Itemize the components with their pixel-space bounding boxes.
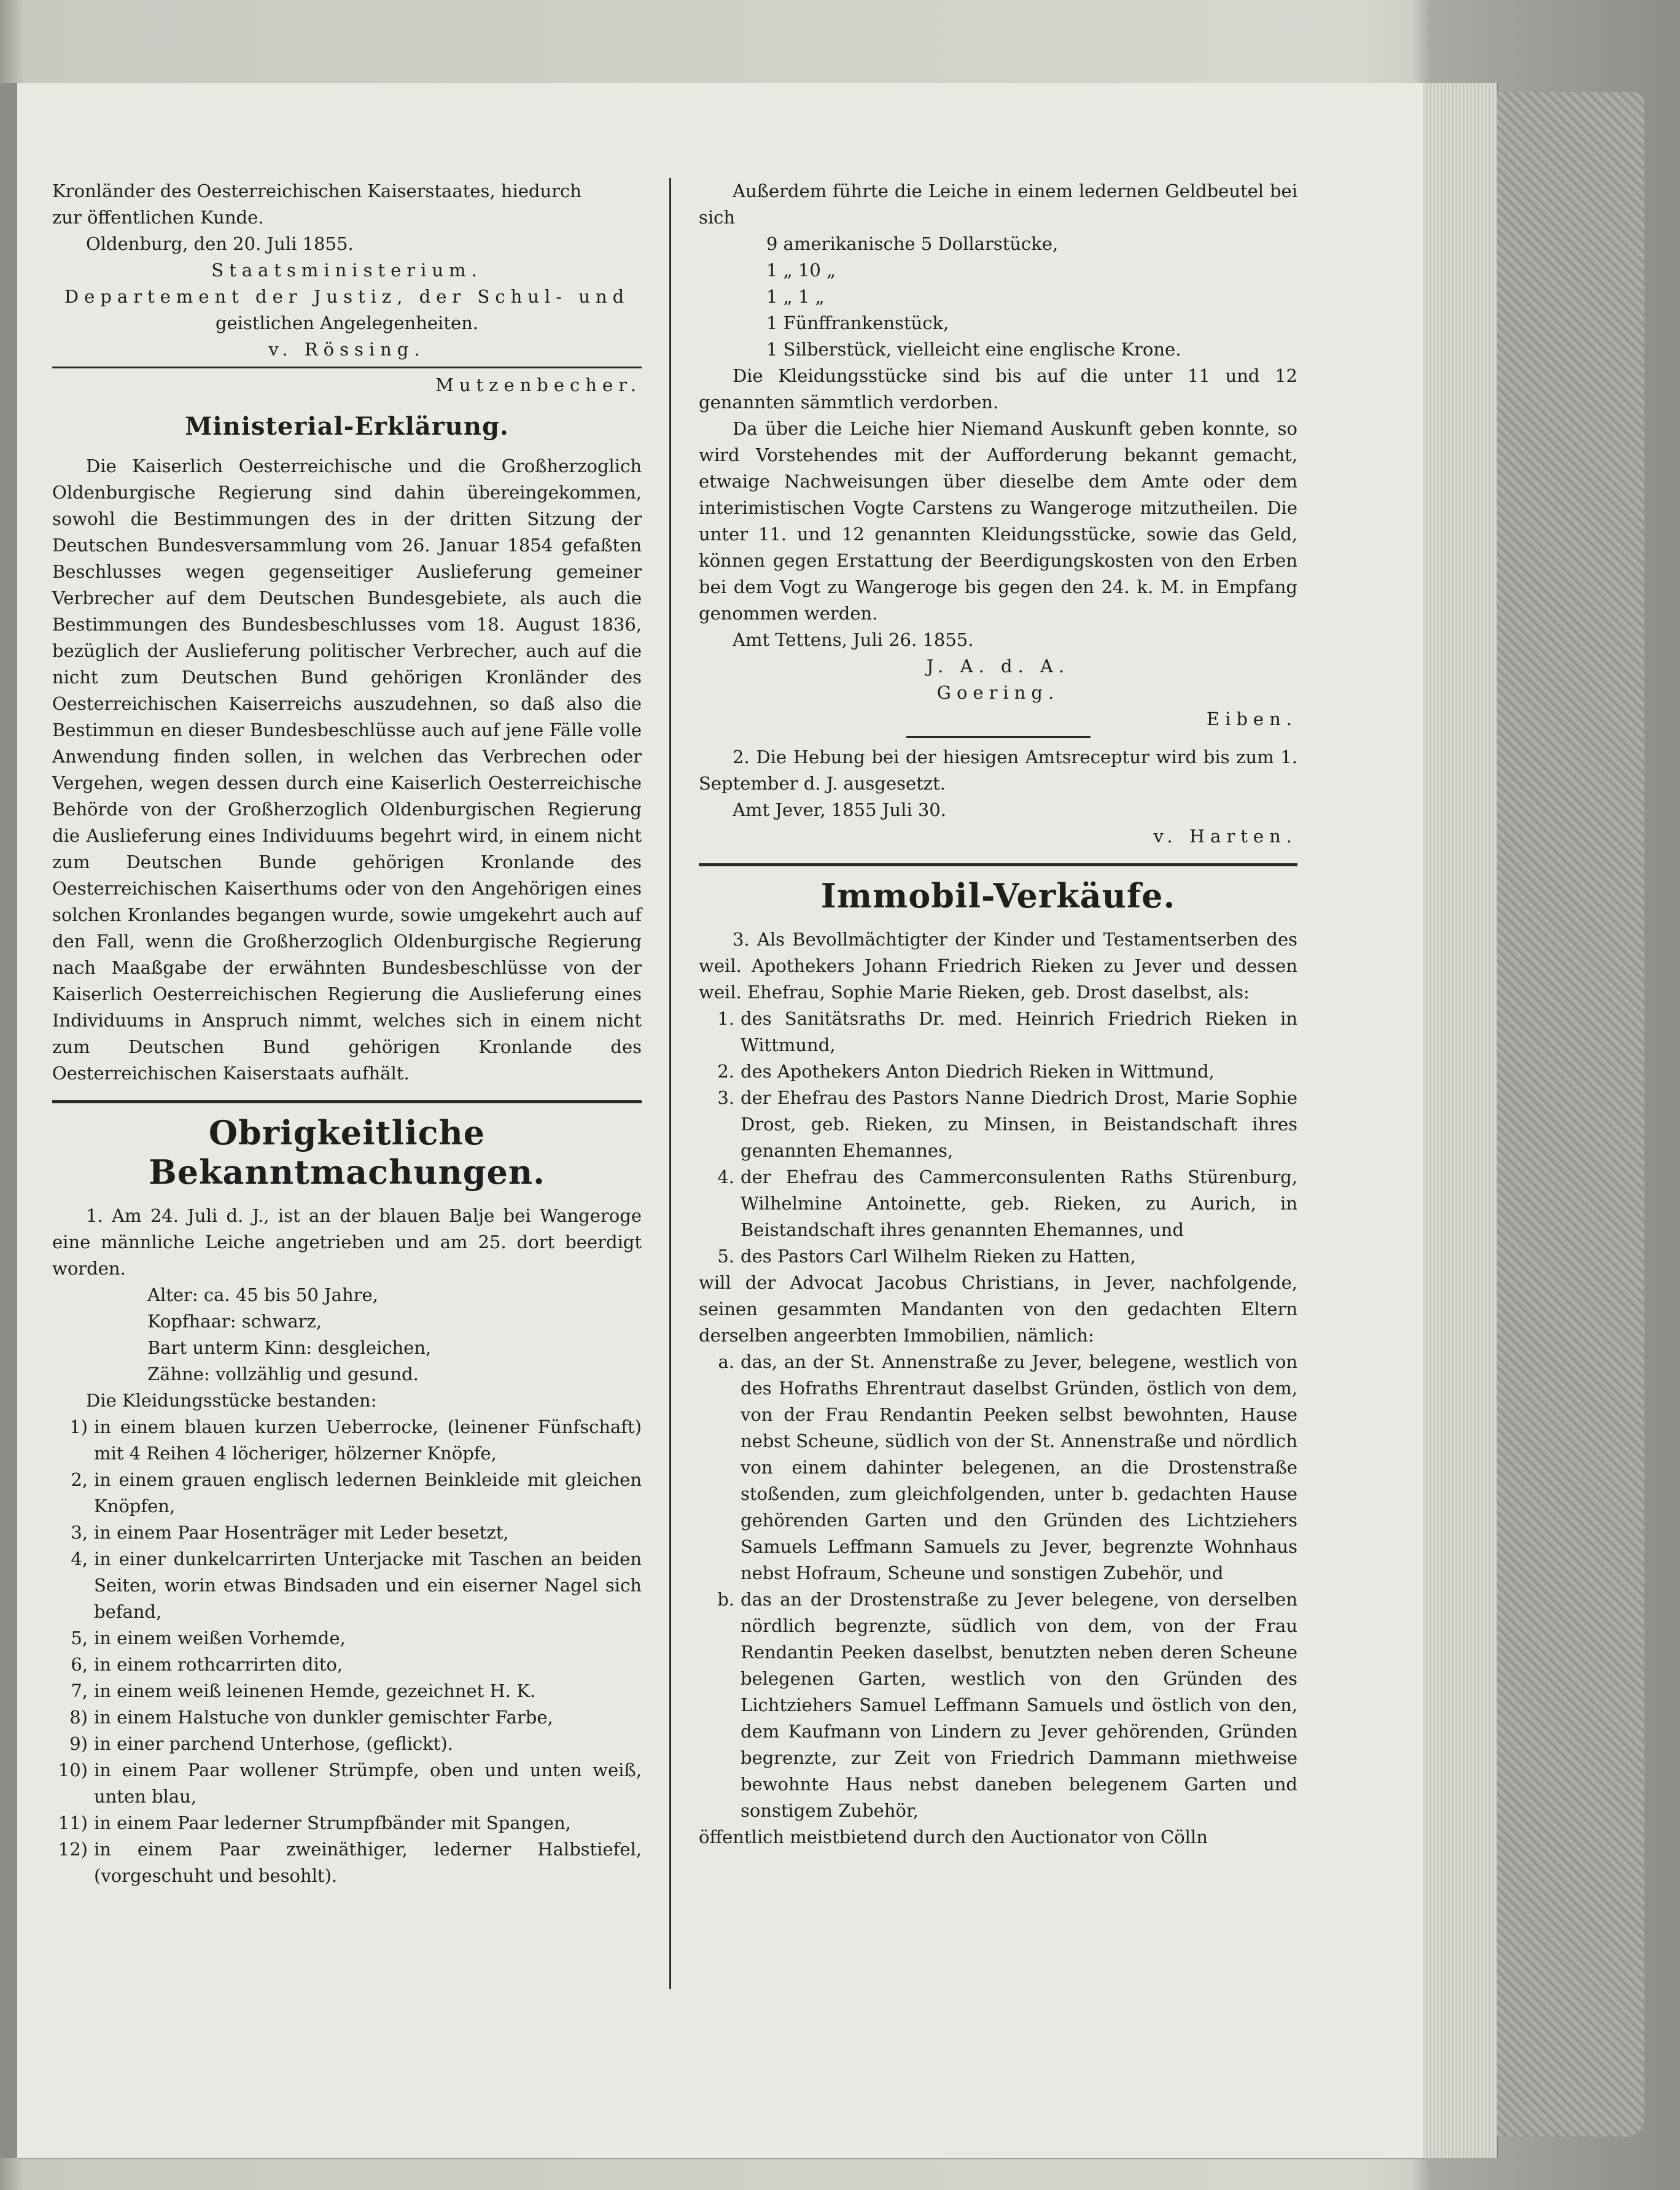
list-text: in einem Paar Hosenträger mit Leder besetzt,	[94, 1522, 509, 1543]
list-item	[699, 1586, 1297, 1824]
list-text: in einem Paar wollener Strümpfe, oben und unten weiß, unten blau,	[94, 1760, 642, 1807]
closing-line: öffentlich meistbietend durch den Auctionator von Cölln	[699, 1827, 1208, 1847]
book-cover-edge	[1497, 92, 1644, 2137]
section-heading: Immobil-Verkäufe.	[820, 876, 1176, 915]
list-item	[52, 1414, 642, 1467]
list-number: a.	[718, 1351, 734, 1372]
property-list	[699, 1349, 1297, 1824]
list-text: in einer parchend Unterhose, (geflickt).	[94, 1733, 453, 1754]
list-item	[52, 1704, 642, 1731]
list-number: 1)	[69, 1416, 88, 1437]
left-column	[52, 178, 642, 1889]
list-item	[699, 1058, 1297, 1085]
notice-text: 3. Als Bevollmächtigter der Kinder und Testamentserben des weil. Apothekers Johann Friedrich Rieken zu Jever und dessen weil. Ehefrau, Sophie Marie Rieken, geb. Drost daselbst, als:	[699, 929, 1297, 1003]
signer: Eiben.	[1206, 709, 1297, 729]
dateline: Oldenburg, den 20. Juli 1855.	[86, 233, 354, 254]
list-text: des Apothekers Anton Diedrich Rieken in Wittmund,	[741, 1061, 1215, 1082]
notice-text: Außerdem führte die Leiche in einem ledernen Geldbeutel bei sich	[699, 181, 1297, 228]
clothes-list	[52, 1414, 642, 1889]
list-number: 8)	[69, 1707, 88, 1728]
right-column	[699, 178, 1297, 1850]
list-item	[52, 1625, 642, 1652]
department-line: Departement der Justiz, der Schul- und	[64, 286, 630, 307]
list-number: 2,	[71, 1469, 88, 1490]
heirs-list	[699, 1006, 1297, 1270]
list-number: 11)	[58, 1812, 88, 1833]
list-number: 6,	[71, 1654, 88, 1675]
list-item	[699, 1164, 1297, 1243]
list-text: in einem Paar lederner Strumpfbänder mit Spangen,	[94, 1812, 571, 1833]
signature-rule	[52, 367, 642, 368]
list-number: 3.	[717, 1087, 734, 1108]
description-line: Zähne: vollzählig und gesund.	[147, 1364, 419, 1384]
list-item	[52, 1520, 642, 1546]
section-rule	[52, 1100, 642, 1103]
signer: v. Harten.	[1153, 826, 1297, 847]
list-text: der Ehefrau des Pastors Nanne Diedrich Drost, Marie Sophie Drost, geb. Rieken, zu Minsen, in Beistandschaft ihres genannten Ehemannes,	[741, 1087, 1297, 1161]
signer: v. Rössing.	[268, 339, 426, 360]
list-text: in einem Paar zweinäthiger, lederner Halbstiefel, (vorgeschuht und besohlt).	[94, 1839, 642, 1886]
section-heading: Obrigkeitliche Bekanntmachungen.	[149, 1113, 545, 1192]
list-text: in einem Halstuche von dunkler gemischter Farbe,	[94, 1707, 553, 1728]
list-item	[699, 1243, 1297, 1270]
notice-rule	[906, 736, 1091, 738]
list-number: 1.	[717, 1008, 734, 1029]
list-number: 10)	[58, 1760, 88, 1780]
notice-text: 2. Die Hebung bei der hiesigen Amtsreceptur wird bis zum 1. September d. J. ausgesetzt.	[699, 747, 1297, 794]
description-line: Kopfhaar: schwarz,	[147, 1311, 322, 1332]
notice-text: 1. Am 24. Juli d. J., ist an der blauen Balje bei Wangeroge eine männliche Leiche angetrieben und am 25. dort beerdigt worden.	[52, 1205, 642, 1279]
list-text: das, an der St. Annenstraße zu Jever, belegene, westlich von des Hofraths Ehrentraut daselbst Gründen, östlich von dem, von der Frau Rendantin Peeken selbst bewohnten, Hause nebst Scheune, südlich von der St. Annenstraße und nördlich von einem dahinter belegenen, an die Drostenstraße stoßenden, zum gleichfolgenden, unter b. gedachten Hause gehörenden Garten und den Gründen des Lichtziehers Samuels Leffmann Samuels zu Jever, begrenzte Wohnhaus nebst Hofraum, Scheune und sonstigen Zubehör, und	[741, 1351, 1297, 1583]
list-text: in einer dunkelcarrirten Unterjacke mit Taschen an beiden Seiten, worin etwas Bindsaden und ein eiserner Nagel sich befand,	[94, 1548, 642, 1622]
page-stack-edges	[1423, 83, 1498, 2158]
list-item	[52, 1836, 642, 1889]
list-number: 3,	[71, 1522, 88, 1543]
list-item	[699, 1085, 1297, 1164]
signer: Mutzenbecher.	[435, 375, 642, 395]
list-number: 5.	[717, 1246, 734, 1267]
previous-page-edge	[0, 83, 17, 2158]
list-number: 5,	[71, 1628, 88, 1648]
body-description	[147, 1282, 642, 1388]
list-item	[52, 1678, 642, 1704]
list-number: 4,	[71, 1548, 88, 1569]
declaration-text: Die Kaiserlich Oesterreichische und die Großherzoglich Oldenburgische Regierung sind dahin übereingekommen, sowohl die Bestimmungen des in der dritten Sitzung der Deutschen Bundesversammlung vom 26. Januar 1854 gefaßten Beschlusses wegen gegenseitiger Auslieferung gemeiner Verbrecher auf dem Deutschen Bundesgebiete, als auch die Bestimmungen des Bundesbeschlusses vom 18. August 1836, bezüglich der Auslieferung politischer Verbrecher, auch auf die nicht zum Deutschen Bund gehörigen Kronländer des Oesterreichischen Kaiserreichs auszudehnen, so daß also die Bestimmun en dieser Bundesbeschlüsse auch auf jene Fälle volle Anwendung finden sollen, in welchen das Verbrechen oder Vergehen, wegen dessen durch eine Kaiserlich Oesterreichische Behörde von der Großherzoglich Oldenburgischen Regierung die Auslieferung eines Individuums begehrt wird, in einem nicht zum Deutschen Bunde gehörigen Kronlande des Oesterreichischen Kaiserthums oder von den Angehörigen eines solchen Kronlandes begangen wurde, sowie umgekehrt auch auf den Fall, wenn die Großherzoglich Oldenburgische Regierung nach Maaßgabe der erwähnten Bundesbeschlüsse von der Kaiserlich Oesterreichischen Regierung die Auslieferung eines Individuums in Anspruch nimmt, welches sich in einem nicht zum Deutschen Bund gehörigen Kronlande des Oesterreichischen Kaiserstaats aufhält.	[52, 456, 642, 1084]
coin-line: 9 amerikanische 5 Dollarstücke,	[766, 233, 1059, 254]
list-item	[52, 1467, 642, 1520]
list-text: in einem weißen Vorhemde,	[94, 1628, 346, 1648]
department-line: geistlichen Angelegenheiten.	[215, 313, 479, 333]
list-item	[52, 1731, 642, 1757]
list-number: 7,	[71, 1680, 88, 1701]
description-line: Alter: ca. 45 bis 50 Jahre,	[147, 1284, 378, 1305]
list-item	[52, 1546, 642, 1625]
intro-line: Kronländer des Oesterreichischen Kaiserstaates, hiedurch	[52, 181, 581, 201]
list-text: in einem blauen kurzen Ueberrocke, (leinener Fünfschaft) mit 4 Reihen 4 löcheriger, hölzerner Knöpfe,	[94, 1416, 642, 1464]
coin-list	[699, 231, 1297, 363]
notice-text: will der Advocat Jacobus Christians, in Jever, nachfolgende, seinen gesammten Mandanten von den gedachten Eltern derselben angeerbten Immobilien, nämlich:	[699, 1272, 1297, 1346]
list-number: 4.	[717, 1167, 734, 1187]
section-heading: Ministerial-Erklärung.	[185, 412, 509, 441]
list-text: in einem grauen englisch ledernen Beinkleide mit gleichen Knöpfen,	[94, 1469, 642, 1516]
list-text: des Pastors Carl Wilhelm Rieken zu Hatten,	[741, 1246, 1136, 1267]
clothes-intro: Die Kleidungsstücke bestanden:	[86, 1390, 377, 1411]
signer: Goering.	[936, 682, 1060, 703]
notice-text: Die Kleidungsstücke sind bis auf die unter 11 und 12 genannten sämmtlich verdorben.	[699, 365, 1297, 413]
coin-line: 1 Fünffrankenstück,	[766, 313, 949, 333]
list-item	[699, 1349, 1297, 1586]
list-number: b.	[717, 1589, 734, 1610]
dateline: Amt Jever, 1855 Juli 30.	[733, 799, 946, 820]
section-rule	[699, 863, 1297, 866]
list-item	[52, 1652, 642, 1678]
list-item	[52, 1810, 642, 1836]
list-text: das an der Drostenstraße zu Jever belegene, von derselben nördlich begrenzte, südlich von dem, von der Frau Rendantin Peeken daselbst, benutzten neben deren Scheune belegenen Garten, westlich von den Gründen des Lichtziehers Samuel Leffmann Samuels und östlich von den, dem Kaufmann von Lindern zu Jever gehörenden, Gründen begrenzte, zur Zeit von Friedrich Dammann miethweise bewohnte Haus nebst daneben belegenem Garten und sonstigem Zubehör,	[741, 1589, 1297, 1821]
column-divider	[669, 178, 671, 1989]
list-number: 9)	[69, 1733, 88, 1754]
list-text: der Ehefrau des Cammerconsulenten Raths Stürenburg, Wilhelmine Antoinette, geb. Rieken, zu Aurich, in Beistandschaft ihres genannten Ehemannes, und	[741, 1167, 1297, 1240]
signer: J. A. d. A.	[926, 656, 1070, 677]
intro-line: zur öffentlichen Kunde.	[52, 207, 264, 228]
dateline: Amt Tettens, Juli 26. 1855.	[733, 629, 974, 650]
list-text: in einem rothcarrirten dito,	[94, 1654, 343, 1675]
notice-text: Da über die Leiche hier Niemand Auskunft geben konnte, so wird Vorstehendes mit der Aufforderung bekannt gemacht, etwaige Nachweisungen über dieselbe dem Amte oder dem interimistischen Vogte Carstens zu Wangeroge mitzutheilen. Die unter 11. und 12 genannten Kleidungsstücke, sowie das Geld, können gegen Erstattung der Beerdigungskosten von den Erben bei dem Vogt zu Wangeroge bis gegen den 24. k. M. in Empfang genommen werden.	[699, 418, 1297, 624]
list-text: in einem weiß leinenen Hemde, gezeichnet H. K.	[94, 1680, 536, 1701]
description-line: Bart unterm Kinn: desgleichen,	[147, 1337, 432, 1358]
coin-line: 1 Silberstück, vielleicht eine englische Krone.	[766, 339, 1181, 360]
coin-line: 1 „ 10 „	[766, 260, 836, 281]
coin-line: 1 „ 1 „	[766, 286, 825, 307]
list-item	[699, 1006, 1297, 1058]
ministry-name: Staatsministerium.	[211, 260, 483, 281]
list-number: 2.	[717, 1061, 734, 1082]
list-item	[52, 1757, 642, 1810]
list-number: 12)	[58, 1839, 88, 1860]
list-text: des Sanitätsraths Dr. med. Heinrich Friedrich Rieken in Wittmund,	[741, 1008, 1297, 1055]
